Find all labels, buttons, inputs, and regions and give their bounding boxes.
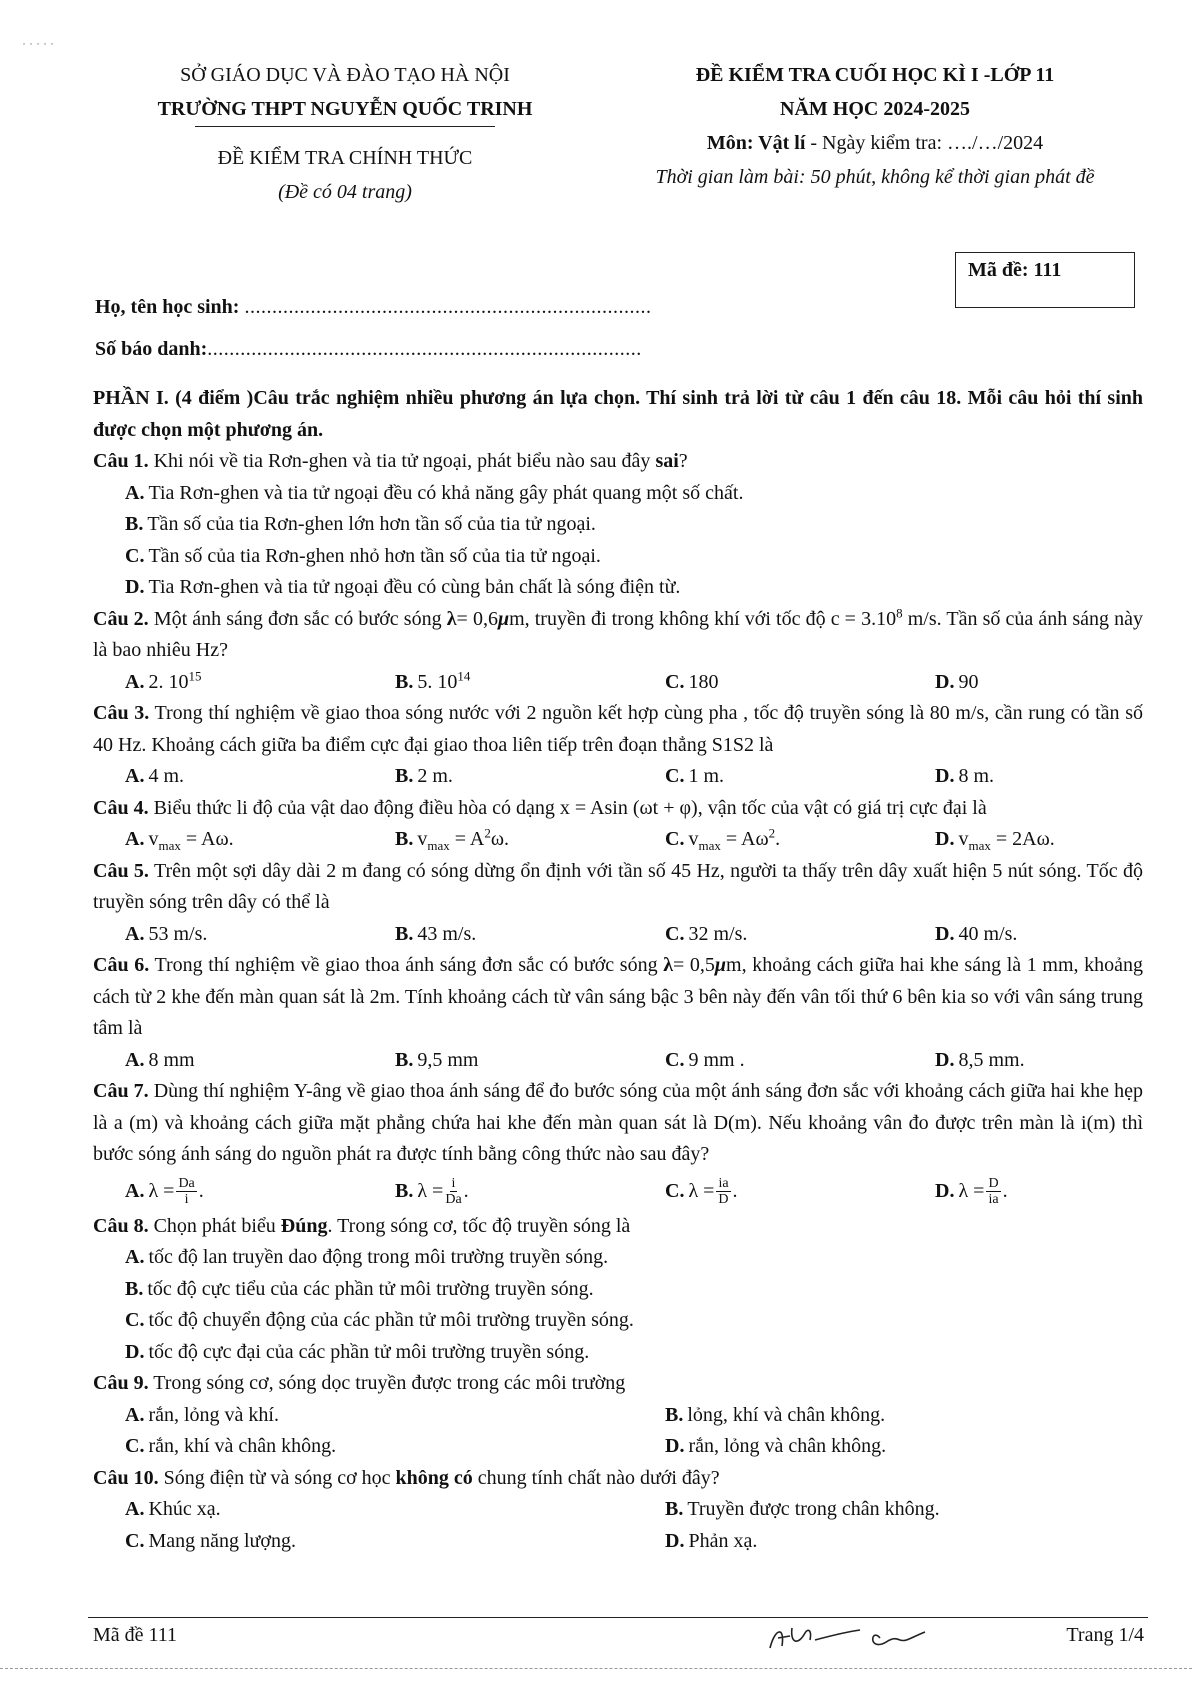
- option-text: = Aω.: [180, 828, 234, 850]
- question-6-options: [93, 1045, 1143, 1077]
- option-text: tốc độ cực đại của các phần tử môi trường truyền sóng.: [148, 1340, 590, 1363]
- option-text: Tần số của tia Rơn-ghen lớn hơn tần số của tia tử ngoại.: [147, 513, 596, 535]
- option-b: [125, 1274, 1143, 1306]
- formula-prefix: λ =: [688, 1179, 715, 1202]
- student-id-field: [95, 338, 642, 361]
- page-cut-line: [0, 1668, 1192, 1669]
- option-a: [125, 919, 395, 951]
- option-b: [395, 1045, 665, 1077]
- option-letter: C.: [125, 544, 145, 567]
- question-text: = 0,6: [456, 607, 498, 630]
- question-9: [93, 1368, 1143, 1400]
- option-text: 9 mm .: [688, 1048, 745, 1071]
- school-name: TRƯỜNG THPT NGUYỄN QUỐC TRINH: [157, 98, 533, 120]
- option-text: v: [958, 828, 969, 850]
- option-letter: C.: [665, 670, 685, 693]
- option-text: tốc độ cực tiểu của các phần tử môi trường truyền sóng.: [147, 1277, 594, 1300]
- footer-divider: [88, 1617, 1148, 1618]
- option-b: [665, 1494, 1175, 1526]
- option-letter: B.: [395, 922, 414, 945]
- option-d: [125, 1337, 1143, 1369]
- exponent: 2: [484, 825, 491, 841]
- option-letter: A.: [125, 1403, 145, 1426]
- footer-page-number: Trang 1/4: [1066, 1624, 1144, 1646]
- question-emphasis: sai: [655, 450, 679, 472]
- question-10-options: [93, 1494, 1143, 1557]
- option-d: [665, 1431, 1175, 1463]
- option-text: 90: [958, 670, 979, 693]
- subject-label: Môn: Vật lí: [706, 132, 806, 154]
- option-d: D. λ = $\frac{D}{ia}$ .: [935, 1176, 1008, 1208]
- option-d: [935, 824, 1175, 856]
- option-d: [125, 572, 1143, 604]
- signature-icon: [760, 1618, 960, 1658]
- option-a: [125, 761, 395, 793]
- option-letter: D.: [935, 828, 955, 850]
- option-letter: B.: [125, 1277, 144, 1300]
- question-text: Trong sóng cơ, sóng dọc truyền được trong các môi trường: [153, 1372, 626, 1394]
- option-letter: C.: [665, 1179, 685, 1202]
- question-number: Câu 8.: [93, 1214, 149, 1237]
- question-text-tail: chung tính chất nào dưới đây?: [472, 1466, 720, 1489]
- department-name: SỞ GIÁO DỤC VÀ ĐÀO TẠO HÀ NỘI: [180, 64, 510, 86]
- option-letter: D.: [665, 1529, 685, 1552]
- numerator: ia: [718, 1176, 729, 1192]
- denominator: i: [184, 1192, 189, 1208]
- question-number: Câu 10.: [93, 1466, 159, 1489]
- question-2: [93, 604, 1143, 667]
- scan-marks: ˙ ˙ ˙ ˙ ˙: [22, 40, 54, 54]
- time-allowed: Thời gian làm bài: 50 phút, không kể thời gian phát đề: [655, 166, 1095, 188]
- option-b: [395, 919, 665, 951]
- option-text: 40 m/s.: [958, 922, 1018, 945]
- student-name-field: [95, 296, 651, 319]
- option-letter: C.: [125, 1309, 145, 1331]
- option-letter: B.: [395, 828, 414, 850]
- mu-symbol: μ: [714, 954, 727, 976]
- exponent: 8: [896, 604, 903, 620]
- option-text: 43 m/s.: [417, 922, 477, 945]
- option-text: 4 m.: [148, 765, 185, 787]
- option-letter: A.: [125, 765, 145, 787]
- option-text: v: [688, 828, 699, 850]
- student-id-dots: ...............................................................................: [207, 338, 642, 360]
- option-letter: A.: [125, 1498, 145, 1520]
- question-text: Trong thí nghiệm về giao thoa sóng nước với 2 nguồn kết hợp cùng pha , tốc độ truyền sóng là 80 m/s, cần rung có tần số 40 Hz. Khoảng cách giữa ba điểm cực đại giao thoa liên tiếp trên đoạn thẳng S1S2 là: [93, 702, 1143, 756]
- option-letter: D.: [125, 1340, 145, 1363]
- question-number: Câu 9.: [93, 1372, 149, 1394]
- question-text: m, truyền đi trong không khí với tốc độ c = 3.10: [509, 607, 897, 630]
- subscript: max: [158, 838, 181, 853]
- denominator: D: [718, 1192, 729, 1208]
- formula-prefix: λ =: [958, 1179, 985, 1202]
- option-letter: A.: [125, 670, 145, 693]
- question-number: Câu 3.: [93, 702, 150, 724]
- option-letter: C.: [125, 1435, 145, 1457]
- option-letter: A.: [125, 1246, 145, 1268]
- question-7-options: [93, 1171, 1143, 1211]
- formula-fraction: [986, 1176, 1000, 1207]
- question-text-tail: ?: [678, 450, 688, 472]
- option-text: rắn, lỏng và chân không.: [688, 1435, 887, 1457]
- question-5: [93, 856, 1143, 919]
- question-text: Biểu thức li độ của vật dao động điều hòa có dạng x = Asin (ωt + φ), vận tốc của vật có giá trị cực đại là: [153, 796, 987, 819]
- exam-title: ĐỀ KIỂM TRA CUỐI HỌC KÌ I -LỚP 11: [695, 64, 1055, 86]
- option-text: Tia Rơn-ghen và tia tử ngoại đều có cùng bản chất là sóng điện từ.: [148, 576, 681, 598]
- question-text: Dùng thí nghiệm Y-âng về giao thoa ánh sáng để đo bước sóng của một ánh sáng đơn sắc với khoảng cách giữa hai khe hẹp là a (m) và khoảng cách giữa mặt phẳng chứa hai khe đến màn quan sát là D(m). Nếu khoảng vân đo được trên màn là i(m) thì bước sóng ánh sáng do nguồn phát ra được tính bằng công thức nào sau đây?: [93, 1080, 1143, 1165]
- question-3: [93, 698, 1143, 761]
- option-text: 5. 10: [417, 670, 458, 693]
- question-9-options: [93, 1400, 1143, 1463]
- option-text: tốc độ lan truyền dao động trong môi trường truyền sóng.: [148, 1246, 609, 1268]
- option-b: [665, 1400, 1175, 1432]
- question-7: [93, 1076, 1143, 1171]
- school-underline: [195, 126, 495, 141]
- option-text: v: [417, 828, 428, 850]
- option-letter: C.: [125, 1529, 145, 1552]
- option-c: [125, 1526, 665, 1558]
- denominator: ia: [988, 1192, 999, 1208]
- option-text: = A: [449, 828, 485, 850]
- header-left: [95, 58, 595, 209]
- question-number: Câu 4.: [93, 796, 149, 819]
- option-letter: A.: [125, 1179, 145, 1202]
- question-3-options: [93, 761, 1143, 793]
- option-letter: A.: [125, 922, 145, 945]
- question-text: Chọn phát biểu: [153, 1214, 281, 1237]
- numerator: D: [988, 1176, 999, 1192]
- option-letter: D.: [665, 1435, 685, 1457]
- lambda-symbol: λ: [446, 607, 457, 630]
- option-c: C. λ = $\frac{ia}{D}$ .: [665, 1176, 738, 1208]
- option-letter: A.: [125, 481, 145, 504]
- option-d: [935, 667, 1175, 699]
- option-a: [125, 1045, 395, 1077]
- option-b: B. λ = $\frac{i}{Da}$ .: [395, 1176, 469, 1208]
- option-letter: C.: [665, 765, 685, 787]
- question-text: Khi nói về tia Rơn-ghen và tia tử ngoại, phát biểu nào sau đây: [153, 450, 656, 472]
- option-text: 53 m/s.: [148, 922, 208, 945]
- exam-date: - Ngày kiểm tra: …./…/2024: [805, 132, 1044, 154]
- option-text: ω.: [490, 828, 510, 850]
- option-letter: A.: [125, 828, 145, 850]
- option-text: rắn, khí và chân không.: [148, 1435, 337, 1457]
- option-letter: D.: [935, 1179, 955, 1202]
- denominator: Da: [445, 1192, 462, 1208]
- option-text: 2 m.: [417, 765, 453, 787]
- question-text: = 0,5: [673, 954, 715, 976]
- exponent: 15: [188, 667, 202, 683]
- question-4-options: [93, 824, 1143, 856]
- question-8: [93, 1211, 1143, 1243]
- option-text: 180: [688, 670, 719, 693]
- option-c: [665, 919, 935, 951]
- option-c: [665, 1045, 935, 1077]
- option-text: = 2Aω.: [990, 828, 1055, 850]
- question-number: Câu 6.: [93, 954, 150, 976]
- option-text: lỏng, khí và chân không.: [687, 1403, 886, 1426]
- option-text: 2. 10: [148, 670, 189, 693]
- option-c: [125, 1305, 1143, 1337]
- option-letter: D.: [935, 922, 955, 945]
- option-letter: B.: [395, 765, 414, 787]
- exam-code-box: [955, 252, 1135, 308]
- option-text: tốc độ chuyển động của các phần tử môi trường truyền sóng.: [148, 1309, 634, 1331]
- numerator: i: [451, 1176, 456, 1192]
- option-letter: D.: [125, 576, 145, 598]
- option-text: Phản xạ.: [688, 1529, 758, 1552]
- option-text: 32 m/s.: [688, 922, 748, 945]
- school-year: NĂM HỌC 2024-2025: [780, 98, 970, 120]
- footer-exam-code: Mã đề 111: [93, 1624, 178, 1646]
- option-c: [125, 1431, 665, 1463]
- option-text: Tần số của tia Rơn-ghen nhỏ hơn tần số của tia tử ngoại.: [148, 544, 601, 567]
- page-count-note: (Đề có 04 trang): [278, 181, 412, 203]
- subscript: max: [698, 838, 721, 853]
- option-b: [125, 509, 1143, 541]
- question-emphasis: Đúng: [280, 1214, 328, 1237]
- lambda-symbol: λ: [663, 954, 674, 976]
- formula-fraction: [445, 1176, 461, 1207]
- option-a: [125, 667, 395, 699]
- option-letter: A.: [125, 1048, 145, 1071]
- question-10: [93, 1463, 1143, 1495]
- option-text: Mang năng lượng.: [148, 1529, 296, 1552]
- exponent: 2: [768, 825, 776, 841]
- option-a: A. λ = $\frac{Da}{i}$ .: [125, 1176, 204, 1208]
- option-letter: C.: [665, 1048, 685, 1071]
- question-text: Trong thí nghiệm về giao thoa ánh sáng đơn sắc có bước sóng: [154, 954, 664, 976]
- student-name-label: Họ, tên học sinh:: [95, 296, 240, 318]
- option-d: [935, 919, 1175, 951]
- option-b: [395, 667, 665, 699]
- option-text: 1 m.: [688, 765, 725, 787]
- option-letter: B.: [665, 1498, 684, 1520]
- option-c: [665, 667, 935, 699]
- option-text: Truyền được trong chân không.: [687, 1498, 940, 1520]
- option-letter: B.: [395, 670, 414, 693]
- question-text: m, khoảng cách giữa hai khe sáng là 1 mm, khoảng cách từ 2 khe đến màn quan sát là 2m. Tính khoảng cách từ vân sáng bậc 3 bên này đến vân tối thứ 6 bên kia so với vân sáng trung tâm là: [93, 954, 1144, 1039]
- official-exam-label: ĐỀ KIỂM TRA CHÍNH THỨC: [217, 147, 473, 169]
- option-letter: D.: [935, 670, 955, 693]
- option-c: [665, 824, 935, 856]
- option-letter: C.: [665, 922, 685, 945]
- option-letter: B.: [125, 513, 144, 535]
- option-text: rắn, lỏng và khí.: [148, 1403, 279, 1426]
- mu-symbol: μ: [497, 607, 510, 630]
- formula-fraction: [716, 1176, 730, 1207]
- subject-line: [600, 126, 1150, 160]
- question-number: Câu 2.: [93, 607, 149, 630]
- header-right: [600, 58, 1150, 194]
- option-a: [125, 1400, 665, 1432]
- option-text: 9,5 mm: [417, 1048, 479, 1071]
- subscript: max: [968, 838, 991, 853]
- question-1: [93, 446, 1143, 478]
- question-text: Sóng điện từ và sóng cơ học: [163, 1466, 396, 1489]
- option-b: [395, 761, 665, 793]
- option-a: [125, 1242, 1143, 1274]
- question-number: Câu 5.: [93, 859, 149, 882]
- exponent: 14: [457, 667, 471, 683]
- option-a: [125, 824, 395, 856]
- student-id-label: Số báo danh:: [95, 338, 208, 360]
- option-d: [935, 1045, 1175, 1077]
- signature-image: [760, 1618, 960, 1664]
- question-text: Trên một sợi dây dài 2 m đang có sóng dừng ổn định với tần số 45 Hz, người ta thấy trên dây xuất hiện 5 nút sóng. Tốc độ truyền sóng trên dây có thể là: [93, 859, 1143, 913]
- option-letter: B.: [395, 1048, 414, 1071]
- option-text: 8 mm: [148, 1048, 195, 1071]
- option-a: [125, 478, 1143, 510]
- question-text: m/s. Tần số của ánh sáng này là bao nhiêu Hz?: [93, 607, 1144, 661]
- formula-prefix: λ =: [148, 1179, 175, 1202]
- option-d: [935, 761, 1175, 793]
- option-b: [395, 824, 665, 856]
- question-6: [93, 950, 1143, 1045]
- question-8-options: [93, 1242, 1143, 1368]
- question-text: Một ánh sáng đơn sắc có bước sóng: [153, 607, 447, 630]
- subscript: max: [427, 838, 450, 853]
- student-name-dots: ..........................................................................: [244, 296, 652, 318]
- formula-prefix: λ =: [417, 1179, 444, 1202]
- question-1-options: [93, 478, 1143, 604]
- option-c: [125, 541, 1143, 573]
- option-text: 8 m.: [958, 765, 995, 787]
- option-c: [665, 761, 935, 793]
- question-5-options: [93, 919, 1143, 951]
- option-text: .: [775, 828, 781, 850]
- question-text-tail: . Trong sóng cơ, tốc độ truyền sóng là: [327, 1214, 631, 1237]
- option-letter: B.: [395, 1179, 414, 1202]
- numerator: Da: [178, 1176, 195, 1192]
- question-number: Câu 7.: [93, 1080, 149, 1102]
- question-number: Câu 1.: [93, 450, 149, 472]
- option-letter: B.: [665, 1403, 684, 1426]
- option-d: [665, 1526, 1175, 1558]
- option-text: Khúc xạ.: [148, 1498, 221, 1520]
- exam-code: Mã đề: 111: [968, 259, 1062, 281]
- option-text: Tia Rơn-ghen và tia tử ngoại đều có khả năng gây phát quang một số chất.: [148, 481, 744, 504]
- question-emphasis: không có: [395, 1466, 473, 1489]
- part1-title: PHẦN I. (4 điểm )Câu trắc nghiệm nhiều phương án lựa chọn. Thí sinh trả lời từ câu 1 đến câu 18. Mỗi câu hỏi thí sinh được chọn một phương án.: [93, 387, 1143, 441]
- question-2-options: [93, 667, 1143, 699]
- option-text: 8,5 mm.: [958, 1048, 1025, 1071]
- option-text: = Aω: [720, 828, 769, 850]
- formula-fraction: [176, 1176, 196, 1207]
- option-letter: D.: [935, 1048, 955, 1071]
- option-text: v: [148, 828, 159, 850]
- option-a: [125, 1494, 665, 1526]
- exam-body: [93, 383, 1143, 1557]
- option-letter: C.: [665, 828, 685, 850]
- option-letter: D.: [935, 765, 955, 787]
- question-4: [93, 793, 1143, 825]
